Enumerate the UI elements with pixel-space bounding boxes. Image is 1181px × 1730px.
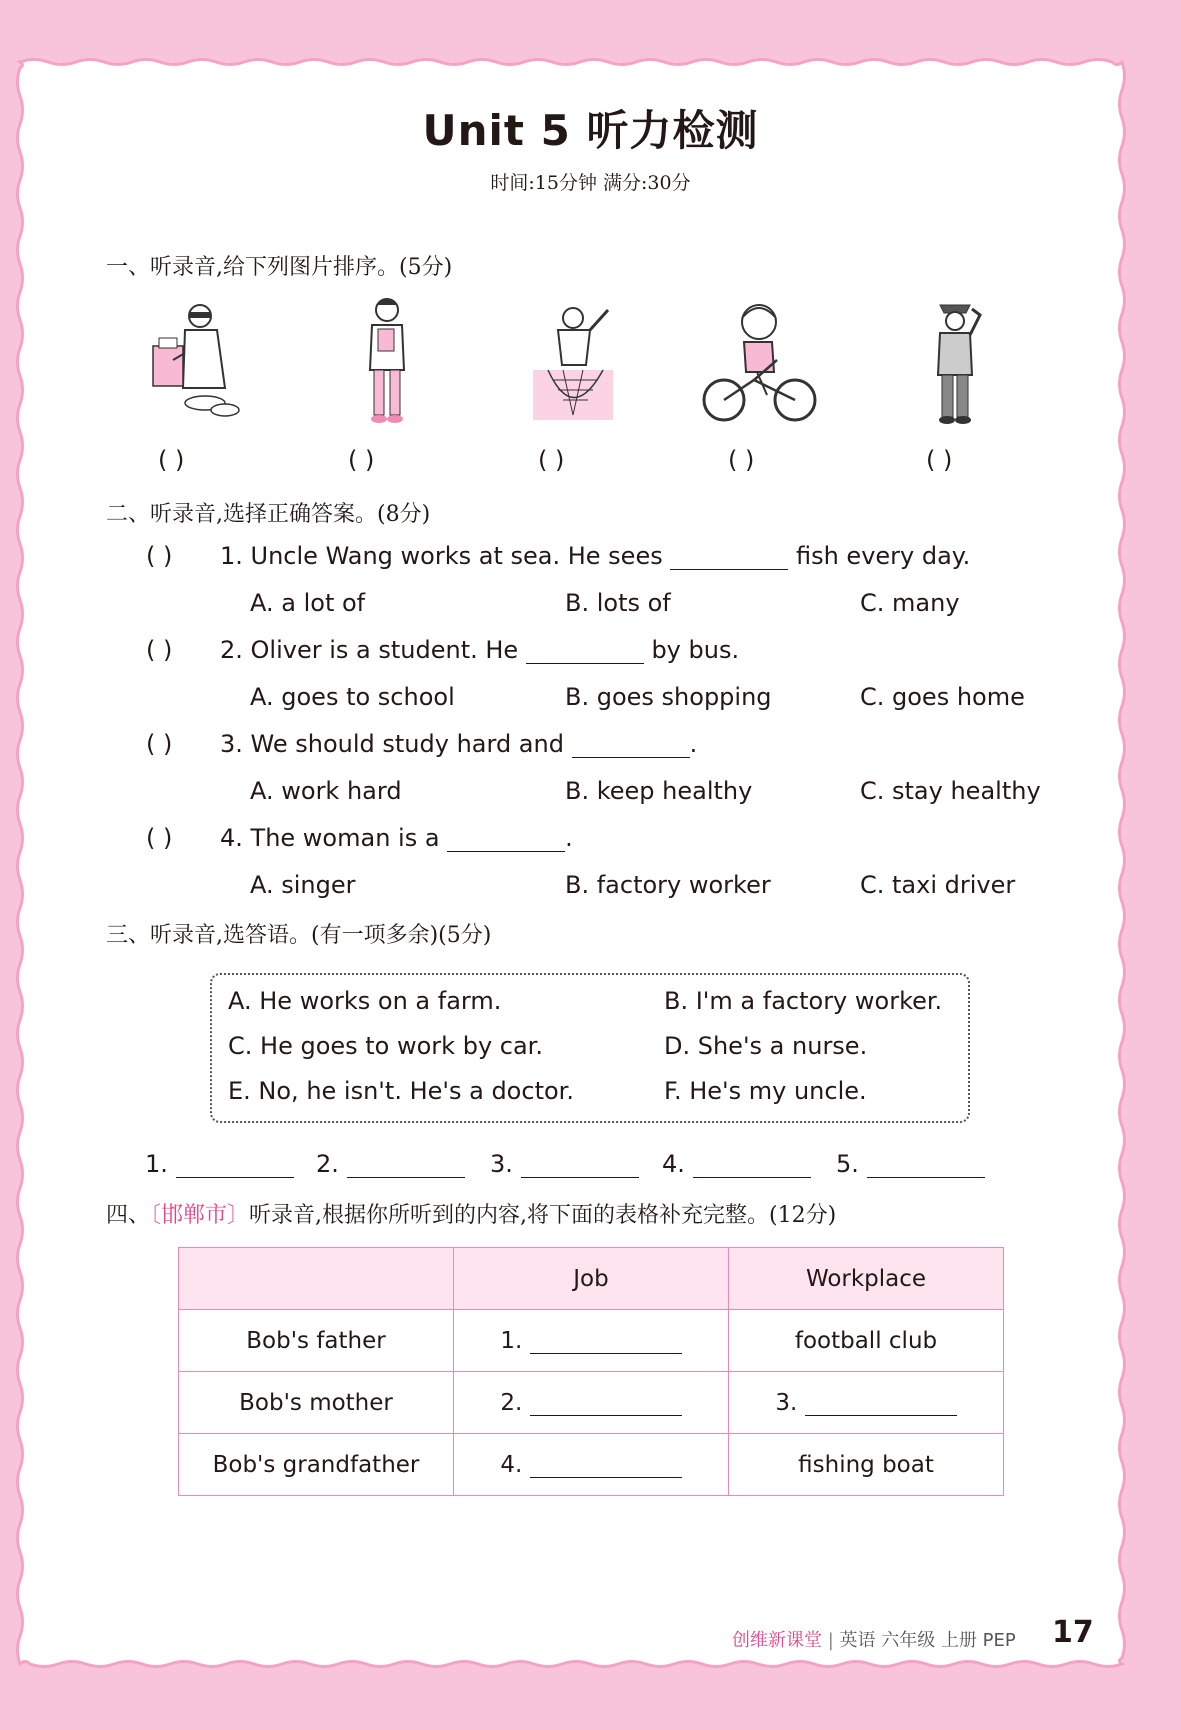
q1-option-b[interactable]: B. lots of — [565, 589, 671, 617]
person-cell: Bob's father — [179, 1310, 454, 1372]
job-cell[interactable]: 2. — [454, 1372, 729, 1434]
q4-blank[interactable] — [447, 825, 565, 852]
answer-blank-5[interactable]: 5. — [836, 1150, 985, 1178]
q1-text: 1. Uncle Wang works at sea. He sees fish every day. — [220, 542, 971, 570]
answer-option-d: D. She's a nurse. — [664, 1032, 868, 1060]
q1-option-a[interactable]: A. a lot of — [250, 589, 366, 617]
workplace-cell[interactable]: 3. — [729, 1372, 1004, 1434]
q4-text: 4. The woman is a . — [220, 824, 573, 852]
q2-text: 2. Oliver is a student. He by bus. — [220, 636, 740, 664]
answer-option-f: F. He's my uncle. — [664, 1077, 867, 1105]
footer-info: 创维新课堂 | 英语 六年级 上册 PEP — [732, 1630, 1016, 1651]
q2-blank[interactable] — [526, 637, 644, 664]
page-number: 17 — [1052, 1615, 1094, 1650]
workplace-cell: fishing boat — [729, 1434, 1004, 1496]
table-row — [179, 1310, 1004, 1372]
q3-answer-paren[interactable]: ( ) — [146, 730, 173, 758]
table-header-job: Job — [454, 1248, 729, 1310]
person-cell: Bob's mother — [179, 1372, 454, 1434]
q2-option-b[interactable]: B. goes shopping — [565, 683, 772, 711]
boy-on-bike-icon — [702, 300, 817, 429]
answer-paren-2[interactable]: ( ) — [348, 446, 375, 474]
answer-blank-4[interactable]: 4. — [662, 1150, 811, 1178]
table-header-workplace: Workplace — [729, 1248, 1004, 1310]
q3-blank[interactable] — [572, 731, 690, 758]
answer-blank-2[interactable]: 2. — [316, 1150, 465, 1178]
answer-paren-3[interactable]: ( ) — [538, 446, 565, 474]
answer-option-c: C. He goes to work by car. — [228, 1032, 543, 1060]
job-cell[interactable]: 4. — [454, 1434, 729, 1496]
person-cell: Bob's grandfather — [179, 1434, 454, 1496]
job-workplace-table — [178, 1247, 1004, 1496]
answer-blank-1[interactable]: 1. — [145, 1150, 294, 1178]
q3-option-a[interactable]: A. work hard — [250, 777, 402, 805]
table-header-person — [179, 1248, 454, 1310]
answer-blank-3[interactable]: 3. — [490, 1150, 639, 1178]
answer-option-b: B. I'm a factory worker. — [664, 987, 943, 1015]
footer-brand: 创维新课堂 — [732, 1630, 822, 1651]
workplace-cell: football club — [729, 1310, 1004, 1372]
q4-option-a[interactable]: A. singer — [250, 871, 356, 899]
page-subtitle: 时间:15分钟 满分:30分 — [490, 172, 691, 194]
answer-paren-5[interactable]: ( ) — [926, 446, 953, 474]
page-title: Unit 5 听力检测 — [422, 106, 759, 155]
job-cell[interactable]: 1. — [454, 1310, 729, 1372]
answer-option-e: E. No, he isn't. He's a doctor. — [228, 1077, 574, 1105]
section3-heading: 三、听录音,选答语。(有一项多余)(5分) — [106, 923, 492, 948]
footer-book-info: 英语 六年级 上册 PEP — [839, 1630, 1016, 1651]
q1-blank[interactable] — [670, 543, 788, 570]
factory-worker-icon — [145, 298, 245, 427]
fisherman-icon — [528, 300, 618, 429]
region-tag: 〔邯郸市〕 — [150, 1203, 250, 1228]
answer-option-a: A. He works on a farm. — [228, 987, 502, 1015]
q2-option-a[interactable]: A. goes to school — [250, 683, 455, 711]
q2-option-c[interactable]: C. goes home — [860, 683, 1025, 711]
section4-heading: 四、〔邯郸市〕听录音,根据你所听到的内容,将下面的表格补充完整。(12分) — [106, 1203, 837, 1228]
answer-paren-1[interactable]: ( ) — [158, 446, 185, 474]
q3-option-c[interactable]: C. stay healthy — [860, 777, 1041, 805]
q4-option-b[interactable]: B. factory worker — [565, 871, 771, 899]
section2-heading: 二、听录音,选择正确答案。(8分) — [106, 502, 431, 527]
q4-option-c[interactable]: C. taxi driver — [860, 871, 1016, 899]
q3-text: 3. We should study hard and . — [220, 730, 698, 758]
q1-option-c[interactable]: C. many — [860, 589, 960, 617]
section1-heading: 一、听录音,给下列图片排序。(5分) — [106, 255, 453, 280]
q2-answer-paren[interactable]: ( ) — [146, 636, 173, 664]
person-standing-icon — [352, 295, 422, 434]
table-row — [179, 1434, 1004, 1496]
q4-answer-paren[interactable]: ( ) — [146, 824, 173, 852]
police-officer-icon — [920, 295, 990, 434]
answer-paren-4[interactable]: ( ) — [728, 446, 755, 474]
table-row — [179, 1372, 1004, 1434]
q3-option-b[interactable]: B. keep healthy — [565, 777, 753, 805]
q1-answer-paren[interactable]: ( ) — [146, 542, 173, 570]
